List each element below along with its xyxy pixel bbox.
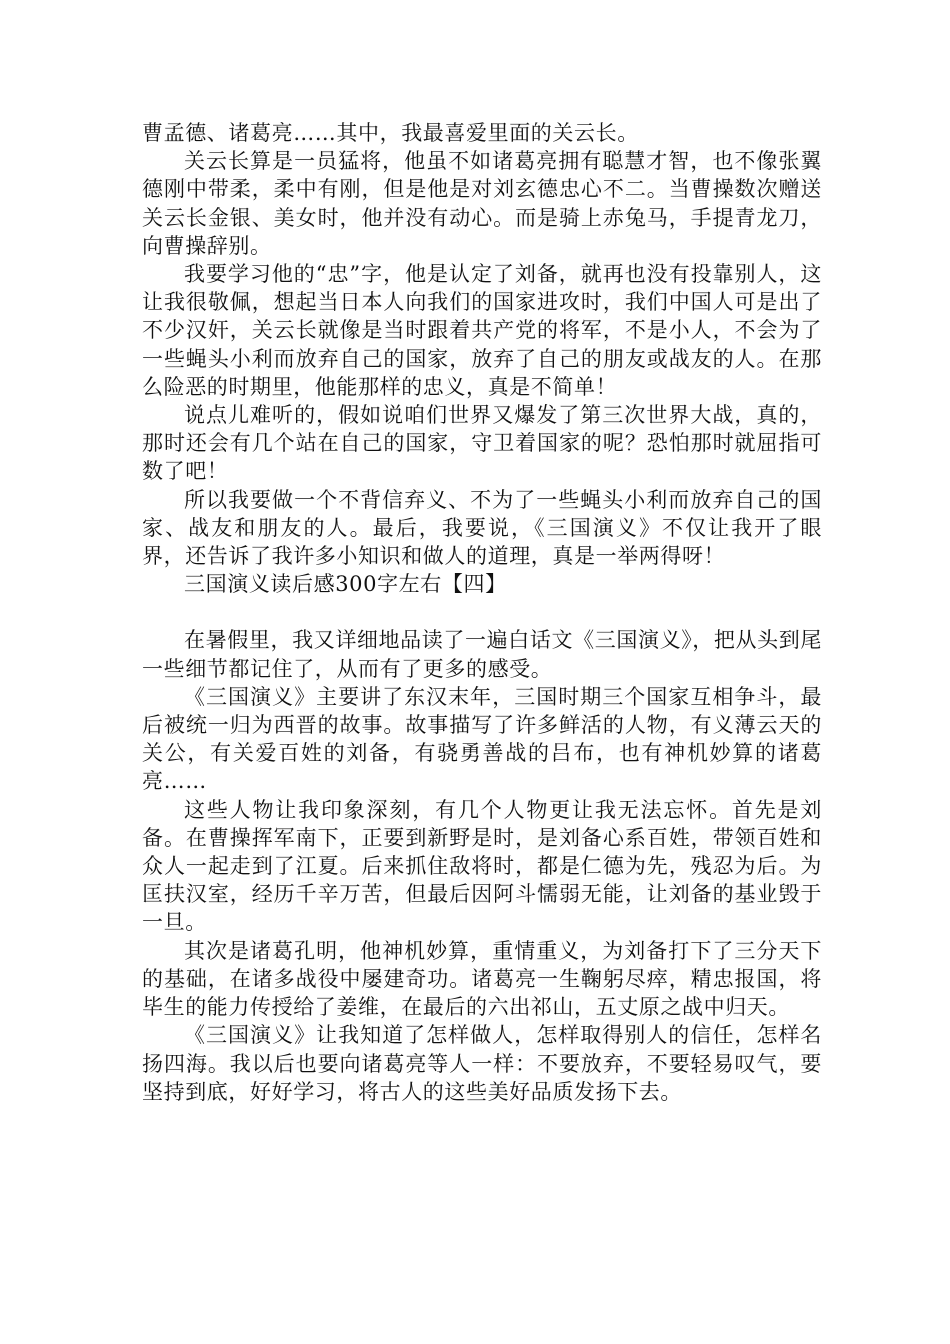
paragraph: 其次是诸葛孔明，他神机妙算，重情重义，为刘备打下了三分天下的基础，在诸多战役中屡建奇功。诸葛亮一生鞠躬尽瘁，精忠报国，将毕生的能力传授给了姜维，在最后的六出祁山，五丈原之战中归天。 xyxy=(142,938,822,1020)
paragraph: 我要学习他的“忠”字，他是认定了刘备，就再也没有投靠别人，这让我很敬佩，想起当日本人向我们的国家进攻时，我们中国人可是出了不少汉奸，关云长就像是当时跟着共产党的将军，不是小人，不会为了一些蝇头小利而放弃自己的国家，放弃了自己的朋友或战友的人。在那么险恶的时期里，他能那样的忠义，真是不简单！ xyxy=(142,262,822,399)
document-body xyxy=(142,119,822,1106)
paragraph: 《三国演义》让我知道了怎样做人，怎样取得别人的信任，怎样名扬四海。我以后也要向诸葛亮等人一样：不要放弃，不要轻易叹气，要坚持到底，好好学习，将古人的这些美好品质发扬下去。 xyxy=(142,1023,822,1104)
paragraph: 《三国演义》主要讲了东汉末年，三国时期三个国家互相争斗，最后被统一归为西晋的故事。故事描写了许多鲜活的人物，有义薄云天的关公，有关爱百姓的刘备，有骁勇善战的吕布，也有神机妙算的诸葛亮…… xyxy=(142,684,822,794)
paragraph: 关云长算是一员猛将，他虽不如诸葛亮拥有聪慧才智，也不像张翼德刚中带柔，柔中有刚，但是他是对刘玄德忠心不二。当曹操数次赠送关云长金银、美女时，他并没有动心。而是骑上赤兔马，手提青龙刀，向曹操辞别。 xyxy=(142,149,822,258)
blank-line xyxy=(142,598,822,626)
paragraph: 这些人物让我印象深刻，有几个人物更让我无法忘怀。首先是刘备。在曹操挥军南下，正要到新野是时，是刘备心系百姓，带领百姓和众人一起走到了江夏。后来抓住敌将时，都是仁德为先，残忍为后。为匡扶汉室，经历千辛万苦，但最后因阿斗懦弱无能，让刘备的基业毁于一旦。 xyxy=(142,797,822,935)
paragraph: 曹孟德、诸葛亮……其中，我最喜爱里面的关云长。 xyxy=(142,121,639,145)
paragraph: 说点儿难听的，假如说咱们世界又爆发了第三次世界大战，真的，那时还会有几个站在自己的国家，守卫着国家的呢？恐怕那时就屈指可数了吧！ xyxy=(142,403,822,484)
paragraph: 所以我要做一个不背信弃义、不为了一些蝇头小利而放弃自己的国家、战友和朋友的人。最后，我要说，《三国演义》不仅让我开了眼界，还告诉了我许多小知识和做人的道理，真是一举两得呀！ xyxy=(142,487,822,569)
paragraph: 在暑假里，我又详细地品读了一遍白话文《三国演义》，把从头到尾一些细节都记住了，从而有了更多的感受。 xyxy=(142,628,822,681)
section-heading: 三国演义读后感300字左右【四】 xyxy=(184,572,507,597)
